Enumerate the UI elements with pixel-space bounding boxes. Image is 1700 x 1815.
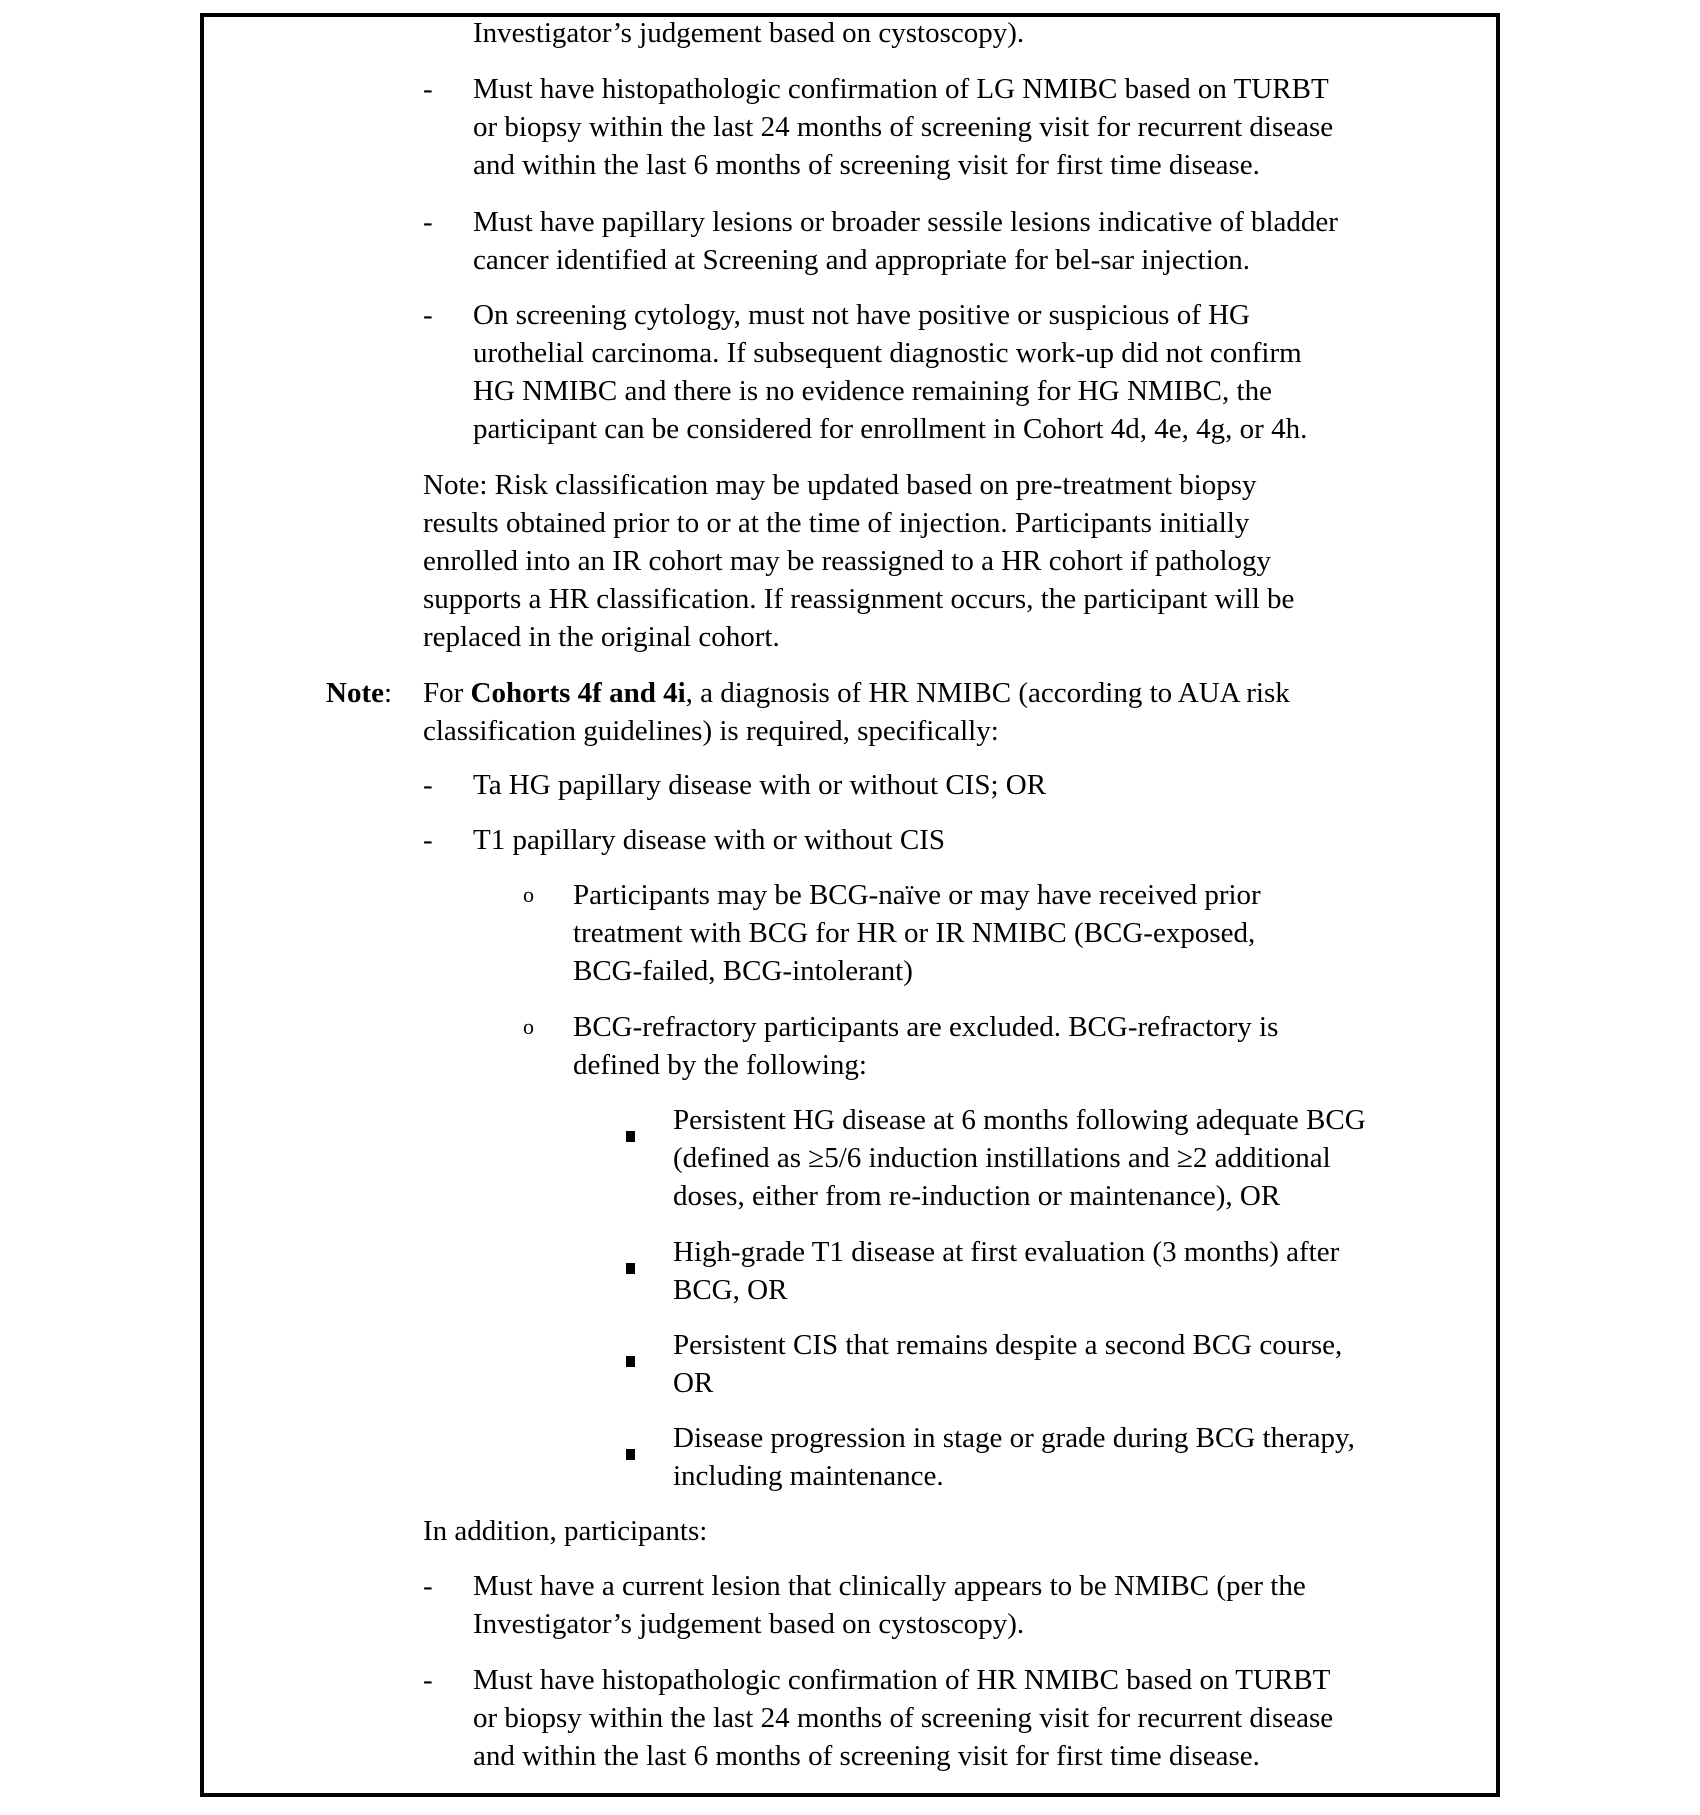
criteria-item-persistent-cis: Persistent CIS that remains despite a second BCG course, OR <box>673 1326 1342 1402</box>
cohort-note-text: For Cohorts 4f and 4i, a diagnosis of HR NMIBC (according to AUA risk classification guidelines) is required, specifically: <box>423 677 1290 747</box>
in-addition-heading: In addition, participants: <box>423 1515 708 1547</box>
list-item-hr-confirmation: - Must have histopathologic confirmation of HR NMIBC based on TURBT or biopsy within the last 24 months of screening visit for recurrent disease and within the last 6 months of screening visit for first time disease. <box>473 1661 1333 1775</box>
dash-bullet-icon: - <box>423 824 433 856</box>
criteria-item-high-grade-t1: High-grade T1 disease at first evaluation (3 months) after BCG, OR <box>673 1233 1339 1309</box>
dash-bullet-icon: - <box>423 73 433 105</box>
list-item-lg-confirmation: - Must have histopathologic confirmation of LG NMIBC based on TURBT or biopsy within the last 24 months of screening visit for recurrent disease and within the last 6 months of screening visit for first time disease. <box>473 70 1333 184</box>
dash-bullet-icon: - <box>423 1570 433 1602</box>
circle-bullet-icon: o <box>523 882 534 907</box>
square-bullet-icon <box>626 1131 635 1142</box>
square-bullet-icon <box>626 1449 635 1460</box>
sublist-item-bcg-refractory: o BCG-refractory participants are excluded. BCG-refractory is defined by the following: <box>573 1008 1278 1084</box>
list-item-screening-cytology: - On screening cytology, must not have positive or suspicious of HG urothelial carcinoma. If subsequent diagnostic work-up did not confirm HG NMIBC and there is no evidence remaining for HG NMIBC, the participant can be considered for enrollment in Cohort 4d, 4e, 4g, or 4h. <box>473 296 1307 448</box>
list-item-t1-papillary: - T1 papillary disease with or without CIS <box>473 821 945 859</box>
criteria-item-persistent-hg: Persistent HG disease at 6 months following adequate BCG (defined as ≥5/6 induction instillations and ≥2 additional doses, either from re-induction or maintenance), OR <box>673 1101 1366 1215</box>
list-item-current-lesion: - Must have a current lesion that clinically appears to be NMIBC (per the Investigator’s judgement based on cystoscopy). <box>473 1567 1306 1643</box>
risk-classification-note: Note: Risk classification may be updated based on pre-treatment biopsy results obtained prior to or at the time of injection. Participants initially enrolled into an IR cohort may be reassigned to a HR cohort if pathology supports a HR classification. If reassignment occurs, the participant will be replaced in the original cohort. <box>423 469 1295 653</box>
list-item-papillary-lesions: - Must have papillary lesions or broader sessile lesions indicative of bladder cancer identified at Screening and appropriate for bel-sar injection. <box>473 203 1338 279</box>
square-bullet-icon <box>626 1356 635 1367</box>
square-bullet-icon <box>626 1263 635 1274</box>
list-item-ta-hg: - Ta HG papillary disease with or without CIS; OR <box>473 766 1046 804</box>
criteria-item-disease-progression: Disease progression in stage or grade during BCG therapy, including maintenance. <box>673 1419 1355 1495</box>
sublist-item-bcg-naive: o Participants may be BCG-naïve or may have received prior treatment with BCG for HR or IR NMIBC (BCG-exposed, BCG-failed, BCG-intolerant) <box>573 876 1261 990</box>
note-label: Note <box>326 677 384 709</box>
dash-bullet-icon: - <box>423 769 433 801</box>
continuation-text: Investigator’s judgement based on cystoscopy). <box>473 17 1025 49</box>
dash-bullet-icon: - <box>423 299 433 331</box>
cohort-note-label: Note: <box>326 677 393 709</box>
dash-bullet-icon: - <box>423 1664 433 1696</box>
circle-bullet-icon: o <box>523 1014 534 1039</box>
cohorts-emphasis: Cohorts 4f and 4i <box>470 677 686 709</box>
dash-bullet-icon: - <box>423 206 433 238</box>
